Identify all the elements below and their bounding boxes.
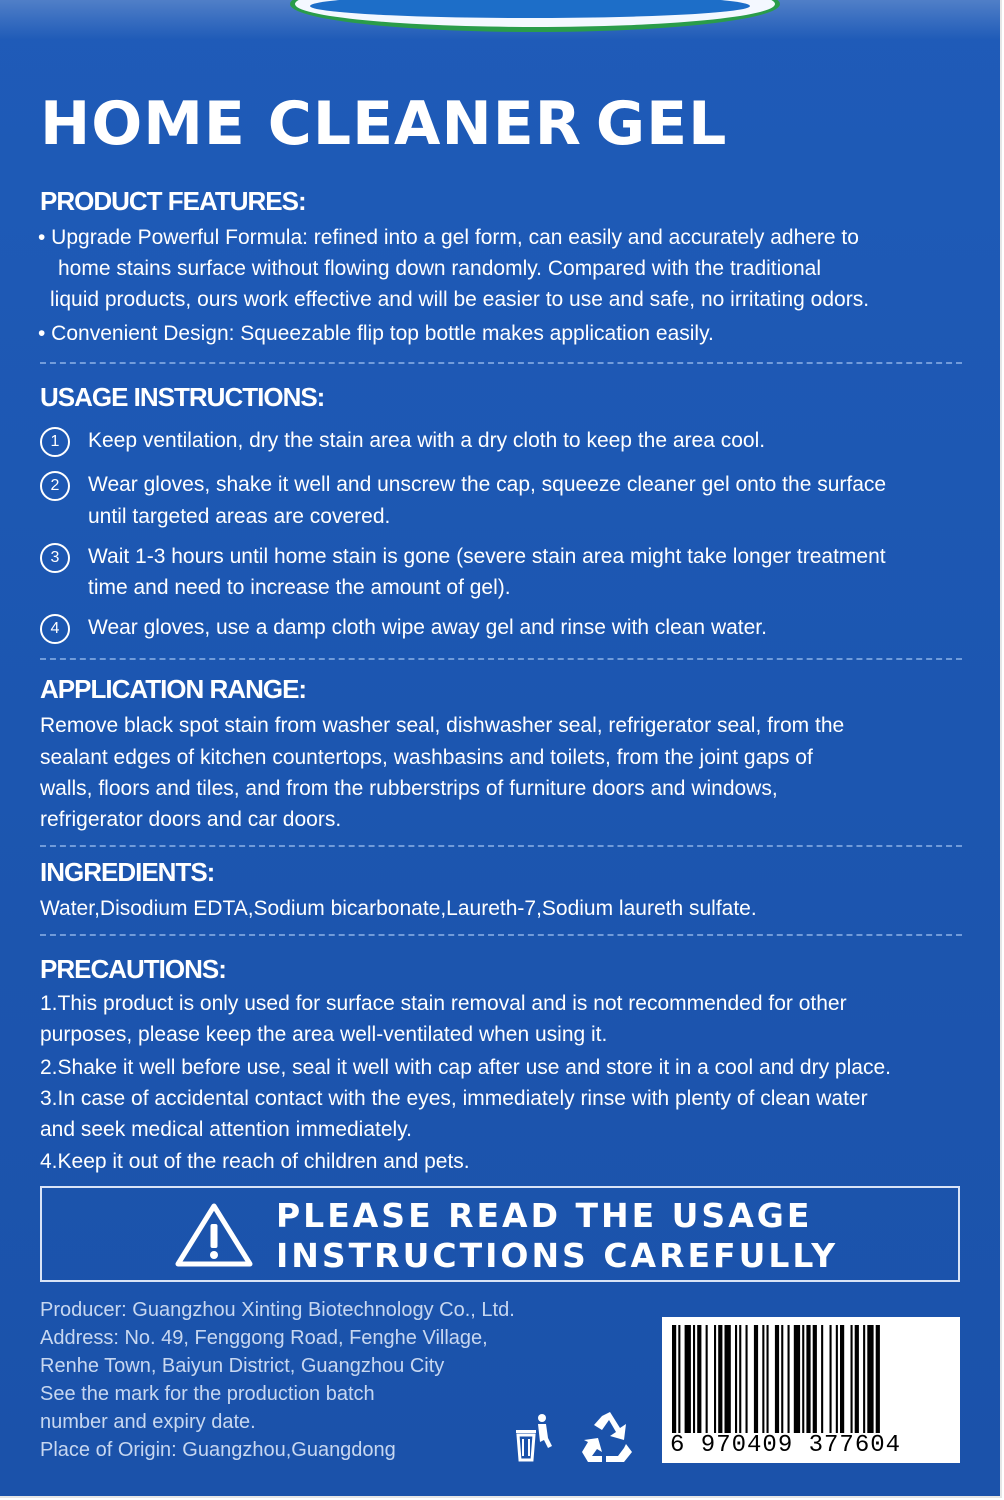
barcode-bar — [876, 1325, 880, 1433]
precautions-line: and seek medical attention immediately. — [40, 1118, 412, 1141]
barcode-bar — [697, 1325, 701, 1433]
recycle-icon — [580, 1410, 638, 1464]
producer-line: Address: No. 49, Fenggong Road, Fenghe Village, — [40, 1327, 488, 1349]
warning-triangle-icon — [174, 1202, 254, 1268]
barcode-bar — [851, 1325, 853, 1433]
application-line: walls, floors and tiles, and from the rubberstrips of furniture doors and windows, — [40, 777, 778, 800]
barcode-bar — [840, 1325, 844, 1433]
step-number-badge: 3 — [40, 543, 70, 573]
barcode-bar — [806, 1325, 810, 1433]
page-title — [40, 84, 727, 164]
producer-line: Place of Origin: Guangzhou,Guangdong — [40, 1439, 396, 1461]
barcode-bar — [762, 1325, 764, 1433]
barcode-bar — [788, 1325, 790, 1433]
producer-line: Producer: Guangzhou Xinting Biotechnology Co., Ltd. — [40, 1299, 515, 1321]
barcode-bar — [714, 1325, 716, 1433]
step-number-badge: 2 — [40, 471, 70, 501]
application-line: refrigerator doors and car doors. — [40, 808, 342, 831]
precautions-line: 2.Shake it well before use, seal it well with cap after use and store it in a cool and dry place. — [40, 1056, 891, 1079]
divider — [40, 934, 962, 936]
barcode-bar — [775, 1325, 779, 1433]
divider — [40, 658, 962, 660]
precautions-line: 4.Keep it out of the reach of children and pets. — [40, 1150, 470, 1173]
warning-box — [40, 1186, 960, 1282]
usage-step-text: Wait 1-3 hours until home stain is gone (severe stain area might take longer treatment — [88, 545, 886, 568]
features-line: • Convenient Design: Squeezable flip top bottle makes application easily. — [38, 322, 714, 345]
step-number-badge: 1 — [40, 427, 70, 457]
barcode-bar — [746, 1325, 748, 1433]
warning-line-2: INSTRUCTIONS CAREFULLY — [276, 1236, 839, 1275]
barcode-bar — [767, 1325, 769, 1433]
step-number-badge: 4 — [40, 614, 70, 644]
usage-step-text: until targeted areas are covered. — [88, 505, 391, 528]
barcode-bar — [693, 1325, 695, 1433]
usage-step-text: Keep ventilation, dry the stain area with a dry cloth to keep the area cool. — [88, 429, 766, 452]
title-accent: GEL — [595, 89, 728, 159]
ingredients-text: Water,Disodium EDTA,Sodium bicarbonate,Laureth-7,Sodium laureth sulfate. — [40, 897, 757, 920]
features-line: • Upgrade Powerful Formula: refined into a gel form, can easily and accurately adhere to — [38, 226, 859, 249]
features-heading: PRODUCT FEATURES: — [40, 186, 306, 216]
ingredients-heading: INGREDIENTS: — [40, 857, 215, 887]
barcode-bar — [836, 1325, 838, 1433]
trash-bin-icon — [512, 1412, 560, 1464]
precautions-line: 3.In case of accidental contact with the eyes, immediately rinse with plenty of clean water — [40, 1087, 868, 1110]
barcode-bar — [739, 1325, 741, 1433]
barcode-bar — [867, 1325, 873, 1433]
divider — [40, 845, 962, 847]
barcode-bar — [830, 1325, 832, 1433]
usage-step-text: Wear gloves, shake it well and unscrew the cap, squeeze cleaner gel onto the surface — [88, 473, 887, 496]
usage-heading: USAGE INSTRUCTIONS: — [40, 382, 325, 412]
producer-line: Renhe Town, Baiyun District, Guangzhou City — [40, 1355, 445, 1377]
barcode-bar — [718, 1325, 722, 1433]
barcode-bar — [781, 1325, 783, 1433]
barcode-bar — [855, 1325, 859, 1433]
precautions-line: purposes, please keep the area well-ventilated when using it. — [40, 1023, 608, 1046]
barcode-bar — [794, 1325, 800, 1433]
precautions-line: 1.This product is only used for surface stain removal and is not recommended for other — [40, 992, 847, 1015]
barcode-bar — [672, 1325, 676, 1433]
barcode-bar — [725, 1325, 731, 1433]
barcode-bar — [863, 1325, 865, 1433]
application-heading: APPLICATION RANGE: — [40, 674, 307, 704]
precautions-heading: PRECAUTIONS: — [40, 954, 226, 984]
barcode-bar — [678, 1325, 680, 1433]
features-line: home stains surface without flowing down randomly. Compared with the traditional — [58, 257, 821, 280]
barcode-bar — [821, 1325, 823, 1433]
application-line: Remove black spot stain from washer seal, dishwasher seal, refrigerator seal, from the — [40, 714, 845, 737]
barcode-bar — [735, 1325, 737, 1433]
application-line: sealant edges of kitchen countertops, washbasins and toilets, from the joint gaps of — [40, 746, 813, 769]
barcode-bar — [706, 1325, 708, 1433]
producer-line: number and expiry date. — [40, 1411, 256, 1433]
divider — [40, 362, 962, 364]
barcode-bar — [802, 1325, 804, 1433]
barcode-digits: 6 970409 377604 — [670, 1432, 902, 1459]
features-line: liquid products, ours work effective and will be easier to use and safe, no irritating odors. — [50, 288, 870, 311]
barcode-bar — [813, 1325, 817, 1433]
usage-step-text: time and need to increase the amount of gel). — [88, 576, 511, 599]
barcode-bar — [685, 1325, 691, 1433]
usage-step-text: Wear gloves, use a damp cloth wipe away gel and rinse with clean water. — [88, 616, 767, 639]
title-main: HOME CLEANER — [40, 89, 582, 159]
warning-line-1: PLEASE READ THE USAGE — [276, 1196, 813, 1235]
producer-line: See the mark for the production batch — [40, 1383, 375, 1405]
barcode-bar — [754, 1325, 758, 1433]
